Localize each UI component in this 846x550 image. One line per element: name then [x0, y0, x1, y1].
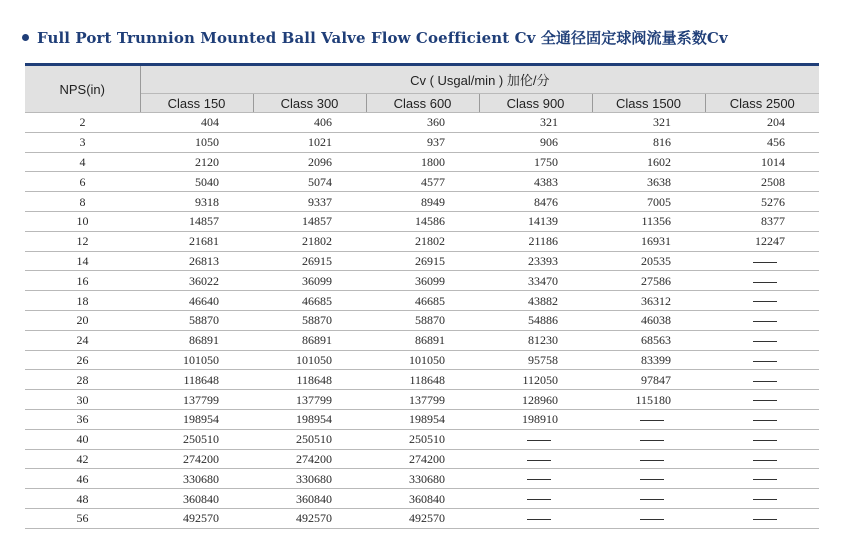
cv-cell: 492570	[253, 508, 366, 528]
dash-mark	[753, 381, 777, 382]
cv-cell: 58870	[366, 310, 479, 330]
empty-cell	[479, 429, 592, 449]
empty-cell	[705, 310, 819, 330]
dash-mark	[753, 262, 777, 263]
cv-cell: 204	[705, 113, 819, 133]
cv-cell: 46685	[253, 291, 366, 311]
cv-cell: 81230	[479, 330, 592, 350]
cv-cell: 330680	[366, 469, 479, 489]
dash-mark	[753, 301, 777, 302]
cv-cell: 46685	[366, 291, 479, 311]
cv-cell: 492570	[140, 508, 253, 528]
class-header: Class 300	[253, 94, 366, 113]
empty-cell	[705, 508, 819, 528]
cv-cell: 3638	[592, 172, 705, 192]
dash-mark	[753, 499, 777, 500]
table-row	[25, 152, 819, 172]
nps-cell: 18	[25, 291, 140, 311]
cv-cell: 8949	[366, 192, 479, 212]
nps-cell: 3	[25, 132, 140, 152]
dash-mark	[527, 519, 551, 520]
empty-cell	[479, 449, 592, 469]
nps-cell: 2	[25, 113, 140, 133]
cv-cell: 14139	[479, 211, 592, 231]
nps-cell: 46	[25, 469, 140, 489]
empty-cell	[479, 489, 592, 509]
cv-cell: 95758	[479, 350, 592, 370]
class-header: Class 900	[479, 94, 592, 113]
cv-cell: 4577	[366, 172, 479, 192]
cv-cell: 137799	[253, 390, 366, 410]
cv-cell: 198910	[479, 409, 592, 429]
cv-header: Cv ( Usgal/min ) 加伦/分	[140, 65, 819, 94]
cv-cell: 137799	[366, 390, 479, 410]
dash-mark	[753, 282, 777, 283]
cv-cell: 330680	[253, 469, 366, 489]
cv-cell: 250510	[366, 429, 479, 449]
cv-cell: 27586	[592, 271, 705, 291]
empty-cell	[705, 291, 819, 311]
empty-cell	[705, 449, 819, 469]
table-row	[25, 291, 819, 311]
empty-cell	[479, 508, 592, 528]
cv-cell: 118648	[366, 370, 479, 390]
header-row	[25, 65, 819, 94]
empty-cell	[592, 489, 705, 509]
cv-cell: 16931	[592, 231, 705, 251]
nps-cell: 6	[25, 172, 140, 192]
dash-mark	[753, 440, 777, 441]
nps-cell: 26	[25, 350, 140, 370]
dash-mark	[753, 519, 777, 520]
cv-cell: 250510	[140, 429, 253, 449]
cv-cell: 14586	[366, 211, 479, 231]
empty-cell	[592, 429, 705, 449]
cv-cell: 198954	[366, 409, 479, 429]
cv-cell: 274200	[366, 449, 479, 469]
cv-cell: 21186	[479, 231, 592, 251]
cv-cell: 937	[366, 132, 479, 152]
empty-cell	[705, 409, 819, 429]
table-body	[25, 113, 819, 529]
cv-cell: 137799	[140, 390, 253, 410]
nps-cell: 4	[25, 152, 140, 172]
dash-mark	[640, 479, 664, 480]
cv-cell: 36099	[366, 271, 479, 291]
empty-cell	[705, 370, 819, 390]
cv-cell: 360840	[140, 489, 253, 509]
cv-cell: 1800	[366, 152, 479, 172]
dash-mark	[753, 400, 777, 401]
table-row	[25, 370, 819, 390]
class-header: Class 150	[140, 94, 253, 113]
class-header-row	[25, 94, 819, 113]
table-row	[25, 231, 819, 251]
cv-cell: 14857	[253, 211, 366, 231]
table-row	[25, 192, 819, 212]
cv-cell: 86891	[140, 330, 253, 350]
cv-cell: 20535	[592, 251, 705, 271]
cv-cell: 5040	[140, 172, 253, 192]
dash-mark	[753, 420, 777, 421]
cv-cell: 330680	[140, 469, 253, 489]
empty-cell	[592, 449, 705, 469]
cv-cell: 492570	[366, 508, 479, 528]
cv-cell: 36312	[592, 291, 705, 311]
dash-mark	[640, 499, 664, 500]
table-row	[25, 449, 819, 469]
dash-mark	[527, 479, 551, 480]
dash-mark	[640, 519, 664, 520]
dash-mark	[753, 361, 777, 362]
empty-cell	[479, 469, 592, 489]
cv-cell: 11356	[592, 211, 705, 231]
table-row	[25, 508, 819, 528]
nps-cell: 56	[25, 508, 140, 528]
table-row	[25, 429, 819, 449]
table-row	[25, 469, 819, 489]
table-row	[25, 330, 819, 350]
cv-cell: 321	[479, 113, 592, 133]
cv-cell: 8476	[479, 192, 592, 212]
cv-cell: 2508	[705, 172, 819, 192]
empty-cell	[705, 469, 819, 489]
cv-cell: 68563	[592, 330, 705, 350]
cv-cell: 36022	[140, 271, 253, 291]
cv-cell: 1014	[705, 152, 819, 172]
cv-cell: 54886	[479, 310, 592, 330]
cv-cell: 12247	[705, 231, 819, 251]
cv-cell: 816	[592, 132, 705, 152]
dash-mark	[640, 420, 664, 421]
empty-cell	[705, 489, 819, 509]
cv-cell: 360	[366, 113, 479, 133]
cv-cell: 118648	[140, 370, 253, 390]
empty-cell	[705, 350, 819, 370]
cv-cell: 9318	[140, 192, 253, 212]
cv-cell: 26915	[366, 251, 479, 271]
cv-cell: 43882	[479, 291, 592, 311]
dash-mark	[753, 460, 777, 461]
nps-cell: 28	[25, 370, 140, 390]
cv-cell: 5074	[253, 172, 366, 192]
cv-cell: 33470	[479, 271, 592, 291]
cv-cell: 21681	[140, 231, 253, 251]
cv-cell: 21802	[253, 231, 366, 251]
cv-cell: 36099	[253, 271, 366, 291]
cv-cell: 5276	[705, 192, 819, 212]
nps-cell: 10	[25, 211, 140, 231]
dash-mark	[527, 499, 551, 500]
empty-cell	[592, 508, 705, 528]
cv-cell: 360840	[253, 489, 366, 509]
nps-cell: 24	[25, 330, 140, 350]
cv-cell: 97847	[592, 370, 705, 390]
nps-cell: 14	[25, 251, 140, 271]
cv-cell: 46038	[592, 310, 705, 330]
cv-cell: 23393	[479, 251, 592, 271]
table-row	[25, 172, 819, 192]
cv-cell: 86891	[253, 330, 366, 350]
cv-cell: 21802	[366, 231, 479, 251]
cv-table	[25, 63, 819, 529]
cv-cell: 4383	[479, 172, 592, 192]
dash-mark	[527, 440, 551, 441]
cv-cell: 274200	[253, 449, 366, 469]
empty-cell	[705, 330, 819, 350]
table-title-text: Full Port Trunnion Mounted Ball Valve Flow Coefficient Cv 全通径固定球阀流量系数Cv	[37, 29, 728, 47]
empty-cell	[705, 251, 819, 271]
table-row	[25, 132, 819, 152]
cv-cell: 58870	[140, 310, 253, 330]
dash-mark	[753, 341, 777, 342]
cv-cell: 274200	[140, 449, 253, 469]
dash-mark	[753, 479, 777, 480]
cv-cell: 101050	[366, 350, 479, 370]
table-row	[25, 113, 819, 133]
empty-cell	[592, 409, 705, 429]
table-title	[22, 27, 728, 48]
nps-cell: 36	[25, 409, 140, 429]
cv-cell: 118648	[253, 370, 366, 390]
cv-cell: 198954	[140, 409, 253, 429]
cv-cell: 14857	[140, 211, 253, 231]
nps-cell: 16	[25, 271, 140, 291]
cv-cell: 250510	[253, 429, 366, 449]
class-header: Class 1500	[592, 94, 705, 113]
cv-cell: 26813	[140, 251, 253, 271]
cv-cell: 101050	[140, 350, 253, 370]
cv-cell: 198954	[253, 409, 366, 429]
nps-header: NPS(in)	[25, 65, 140, 113]
nps-cell: 48	[25, 489, 140, 509]
nps-cell: 42	[25, 449, 140, 469]
dash-mark	[640, 460, 664, 461]
cv-cell: 1021	[253, 132, 366, 152]
cv-cell: 83399	[592, 350, 705, 370]
dash-mark	[753, 321, 777, 322]
cv-cell: 101050	[253, 350, 366, 370]
cv-cell: 128960	[479, 390, 592, 410]
cv-cell: 406	[253, 113, 366, 133]
cv-cell: 456	[705, 132, 819, 152]
cv-cell: 2120	[140, 152, 253, 172]
cv-cell: 9337	[253, 192, 366, 212]
cv-cell: 112050	[479, 370, 592, 390]
nps-cell: 12	[25, 231, 140, 251]
cv-cell: 1750	[479, 152, 592, 172]
cv-cell: 8377	[705, 211, 819, 231]
cv-cell: 46640	[140, 291, 253, 311]
cv-cell: 86891	[366, 330, 479, 350]
nps-cell: 8	[25, 192, 140, 212]
empty-cell	[592, 469, 705, 489]
table-row	[25, 211, 819, 231]
nps-cell: 20	[25, 310, 140, 330]
dash-mark	[640, 440, 664, 441]
cv-cell: 2096	[253, 152, 366, 172]
dash-mark	[527, 460, 551, 461]
cv-cell: 1050	[140, 132, 253, 152]
empty-cell	[705, 271, 819, 291]
bullet-icon	[22, 34, 29, 41]
table-row	[25, 350, 819, 370]
table-row	[25, 409, 819, 429]
cv-cell: 26915	[253, 251, 366, 271]
cv-cell: 1602	[592, 152, 705, 172]
cv-cell: 906	[479, 132, 592, 152]
nps-cell: 40	[25, 429, 140, 449]
table-row	[25, 271, 819, 291]
nps-cell: 30	[25, 390, 140, 410]
table-row	[25, 390, 819, 410]
cv-cell: 360840	[366, 489, 479, 509]
cv-cell: 321	[592, 113, 705, 133]
table-row	[25, 251, 819, 271]
table-row	[25, 489, 819, 509]
empty-cell	[705, 390, 819, 410]
class-header: Class 600	[366, 94, 479, 113]
cv-cell: 115180	[592, 390, 705, 410]
cv-cell: 404	[140, 113, 253, 133]
empty-cell	[705, 429, 819, 449]
table-row	[25, 310, 819, 330]
cv-cell: 58870	[253, 310, 366, 330]
class-header: Class 2500	[705, 94, 819, 113]
cv-cell: 7005	[592, 192, 705, 212]
